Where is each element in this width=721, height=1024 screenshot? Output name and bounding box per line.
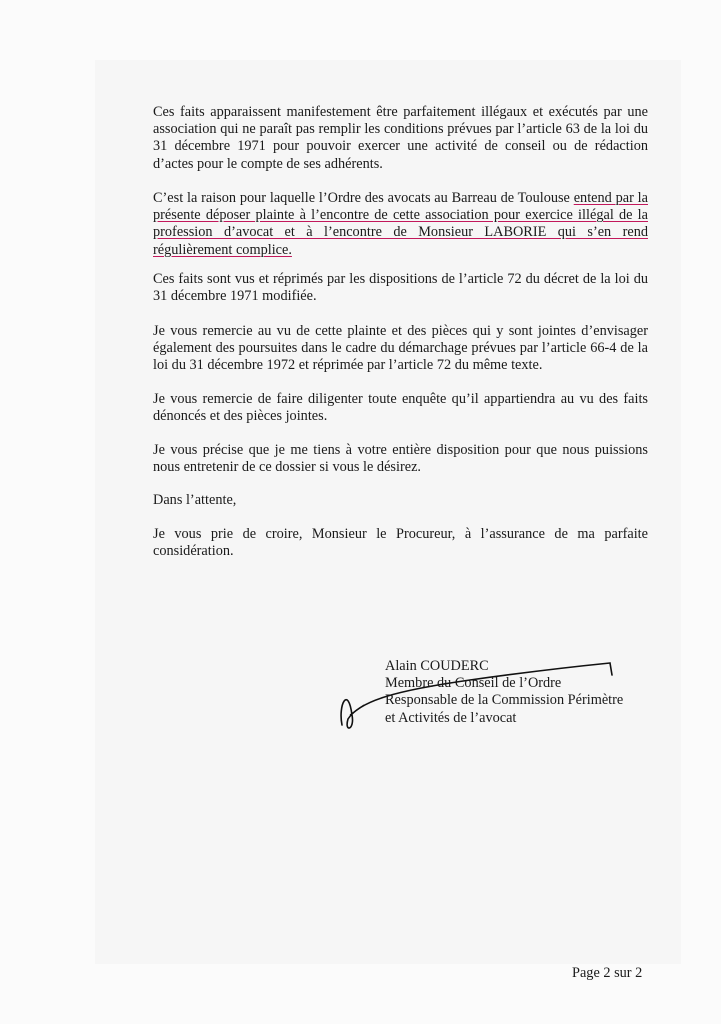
signature-block (385, 658, 623, 727)
paragraph-2 (153, 190, 648, 259)
paragraph-3: Ces faits sont vus et réprimés par les dispositions de l’article 72 du décret de la loi du 31 décembre 1971 modifiée. (153, 271, 648, 305)
paragraph-6: Je vous précise que je me tiens à votre entière disposition pour que nous puissions nous entretenir de ce dossier si vous le désirez. (153, 442, 648, 476)
paragraph-2-intro: C’est la raison pour laquelle l’Ordre des avocats au Barreau de Toulouse (153, 190, 574, 206)
paragraph-7: Dans l’attente, (153, 492, 237, 508)
signatory-title-3: et Activités de l’avocat (385, 709, 517, 726)
paragraph-5: Je vous remercie de faire diligenter toute enquête qu’il appartiendra au vu des faits dénoncés et des pièces jointes. (153, 391, 648, 425)
paragraph-2-underlined: entend par la présente déposer plainte à l’encontre de cette association pour exercice illégal de la profession d’avocat et à l’encontre de Monsieur LABORIE qui s’en rend régulièrement complice. (153, 190, 648, 258)
paragraph-4: Je vous remercie au vu de cette plainte et des pièces qui y sont jointes d’envisager également des poursuites dans le cadre du démarchage prévues par l’article 66-4 de la loi du 31 décembre 1972 et réprimée par l’article 72 du même texte. (153, 323, 648, 374)
signatory-name: Alain COUDERC (385, 658, 489, 674)
signatory-title-2: Responsable de la Commission Périmètre (385, 692, 624, 709)
page-number: Page 2 sur 2 (572, 965, 643, 981)
signatory-title-1: Membre du Conseil de l’Ordre (385, 675, 562, 692)
paragraph-8: Je vous prie de croire, Monsieur le Procureur, à l’assurance de ma parfaite considération. (153, 526, 648, 560)
paragraph-1: Ces faits apparaissent manifestement être parfaitement illégaux et exécutés par une association qui ne paraît pas remplir les conditions prévues par l’article 63 de la loi du 31 décembre 1971 pour pouvoir exercer une activité de conseil ou de rédaction d’actes pour le compte de ses adhérents. (153, 104, 648, 172)
